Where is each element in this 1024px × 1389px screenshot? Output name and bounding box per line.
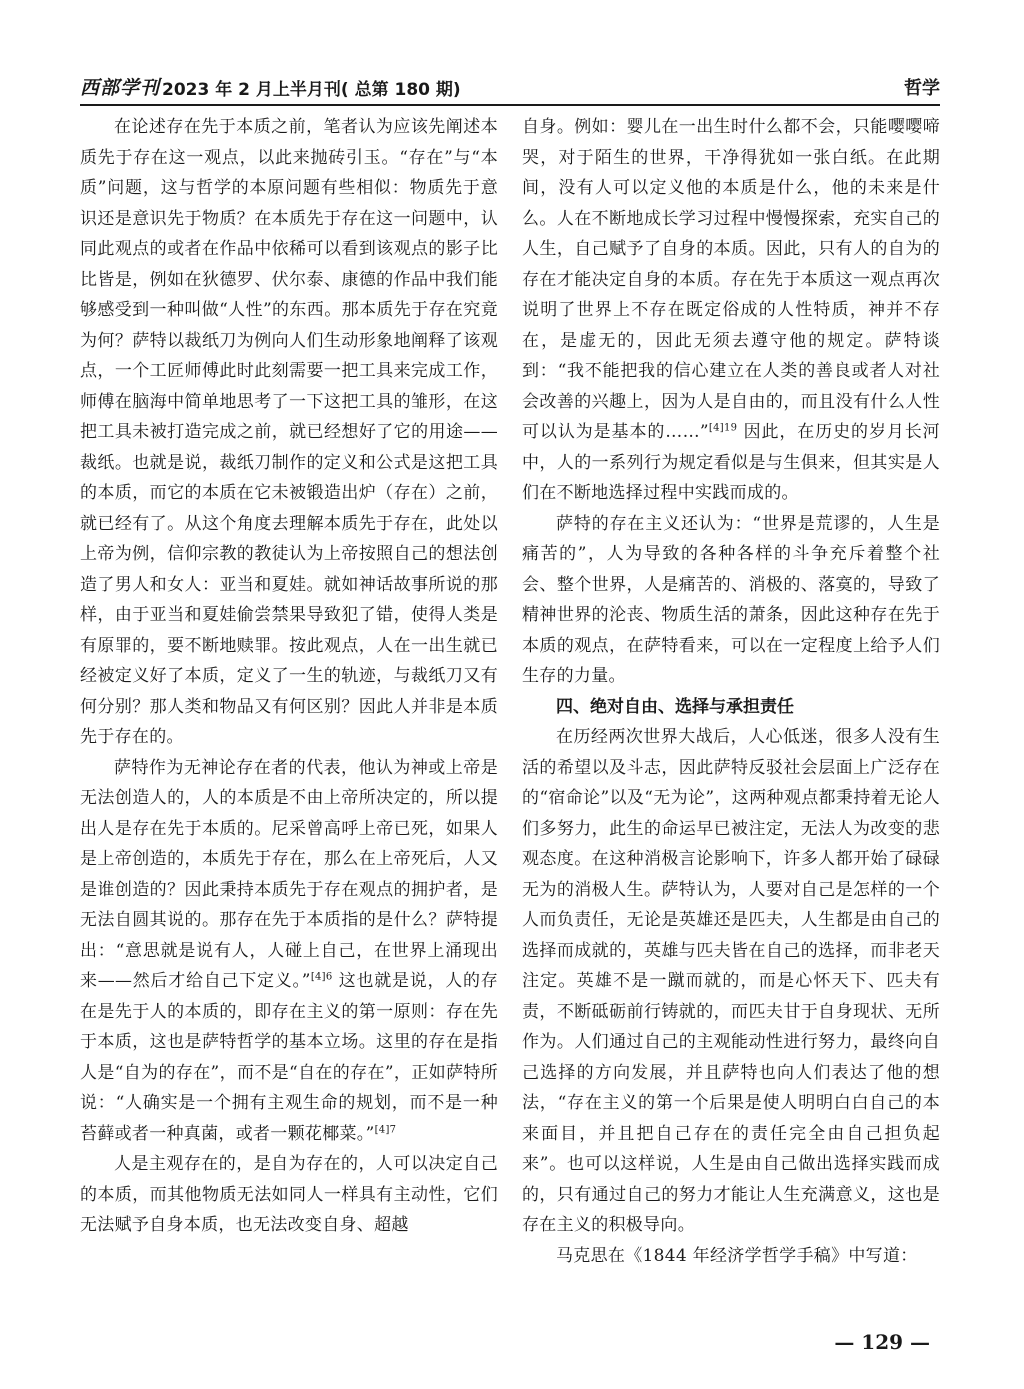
header-journal-info [80,73,461,100]
journal-logo: 西部学刊 [80,77,161,99]
page-number: — 129 — [834,1330,930,1354]
citation: [4]7 [374,1123,397,1135]
paragraph-text: 萨特作为无神论存在者的代表，他认为神或上帝是无法创造人的，人的本质是不由上帝所决定的，所以提出人是存在先于本质的。尼采曾高呼上帝已死，如果人是上帝创造的，本质先于存在，那么在上帝死后，人又是谁创造的？因此秉持本质先于存在观点的拥护者，是无法自圆其说的。那存在先于本质指的是什么？萨特提出：“意思就是说有人，人碰上自己，在世界上涌现出来——然后才给自己下定义。” [80,757,498,991]
citation: [4]6 [310,971,333,983]
section-heading: 四、绝对自由、选择与承担责任 [556,696,794,717]
left-column [80,112,498,1304]
paragraph-text: 自身。例如：婴儿在一出生时什么都不会，只能嘤嘤啼哭，对于陌生的世界，干净得犹如一张白纸。在此期间，没有人可以定义他的本质是什么，他的未来是什么。人在不断地成长学习过程中慢慢探索，充实自己的人生，自己赋予了自身的本质。因此，只有人的自为的存在才能决定自身的本质。存在先于本质这一观点再次说明了世界上不存在既定俗成的人性特质，神并不存在，是虚无的，因此无须去遵守他的规定。萨特谈到：“我不能把我的信心建立在人类的善良或者人对社会改善的兴趣上，因为人是自由的，而且没有什么人性可以认为是基本的……” [522,117,940,442]
right-column [522,112,940,1304]
section-label: 哲学 [904,78,940,99]
paragraph: 在历经两次世界大战后，人心低迷，很多人没有生活的希望以及斗志，因此萨特反驳社会层面上广泛存在的“宿命论”以及“无为论”，这两种观点都秉持着无论人们多努力，此生的命运早已被注定，无法人为改变的悲观态度。在这种消极言论影响下，许多人都开始了碌碌无为的消极人生。萨特认为，人要对自己是怎样的一个人而负责任，无论是英雄还是匹夫，人生都是由自己的选择而成就的，英雄与匹夫皆在自己的选择，而非老天注定。英雄不是一蹴而就的，而是心怀天下、匹夫有责，不断砥砺前行铸就的，而匹夫甘于自身现状、无所作为。人们通过自己的主观能动性进行努力，最终向自己选择的方向发展，并且萨特也向人们表达了他的想法，“存在主义的第一个后果是使人明明白白自己的本来面目，并且把自己存在的责任完全由自己担负起来”。也可以这样说，人生是由自己做出选择实践而成的，只有通过自己的努力才能让人生充满意义，这也是存在主义的积极导向。 [522,727,940,1235]
paragraph: 人是主观存在的，是自为存在的，人可以决定自己的本质，而其他物质无法如同人一样具有主动性，它们无法赋予自身本质，也无法改变自身、超越 [80,1154,498,1235]
article-body [80,112,940,1304]
paragraph [522,112,940,509]
issue-info: 2023 年 2 月上半月刊( 总第 180 期) [162,80,461,100]
paragraph: 马克思在《1844 年经济学哲学手稿》中写道： [556,1245,918,1266]
paragraph: 萨特的存在主义还认为：“世界是荒谬的，人生是痛苦的”，人为导致的各种各样的斗争充斥着整个社会、整个世界，人是痛苦的、消极的、落寞的，导致了精神世界的沦丧、物质生活的萧条，因此这种存在先于本质的观点，在萨特看来，可以在一定程度上给予人们生存的力量。 [522,513,940,686]
running-header [80,70,940,106]
paragraph-text: 因此，在历史的岁月长河中，人的一系列行为规定看似是与生俱来，但其实是人们在不断地选择过程中实践而成的。 [522,422,940,503]
paragraph: 在论述存在先于本质之前，笔者认为应该先阐述本质先于存在这一观点，以此来抛砖引玉。“存在”与“本质”问题，这与哲学的本原问题有些相似：物质先于意识还是意识先于物质？在本质先于存在这一问题中，认同此观点的或者在作品中依稀可以看到该观点的影子比比皆是，例如在狄德罗、伏尔泰、康德的作品中我们能够感受到一种叫做“人性”的东西。那本质先于存在究竟为何？萨特以裁纸刀为例向人们生动形象地阐释了该观点，一个工匠师傅此时此刻需要一把工具来完成工作，师傅在脑海中简单地思考了一下这把工具的雏形，在这把工具未被打造完成之前，就已经想好了它的用途——裁纸。也就是说，裁纸刀制作的定义和公式是这把工具的本质，而它的本质在它未被锻造出炉（存在）之前，就已经有了。从这个角度去理解本质先于存在，此处以上帝为例，信仰宗教的教徒认为上帝按照自己的想法创造了男人和女人：亚当和夏娃。就如神话故事所说的那样，由于亚当和夏娃偷尝禁果导致犯了错，使得人类是有原罪的，要不断地赎罪。按此观点，人在一出生就已经被定义好了本质，定义了一生的轨迹，与裁纸刀又有何分别？那人类和物品又有何区别？因此人并非是本质先于存在的。 [80,117,498,747]
paragraph-text: 这也就是说，人的存在是先于人的本质的，即存在主义的第一原则：存在先于本质，这也是萨特哲学的基本立场。这里的存在是指人是“自为的存在”，而不是“自在的存在”，正如萨特所说：“人确实是一个拥有主观生命的规划，而不是一种苔藓或者一种真菌，或者一颗花椰菜。” [80,971,498,1144]
paragraph [80,753,498,1150]
citation: [4]19 [708,422,738,434]
